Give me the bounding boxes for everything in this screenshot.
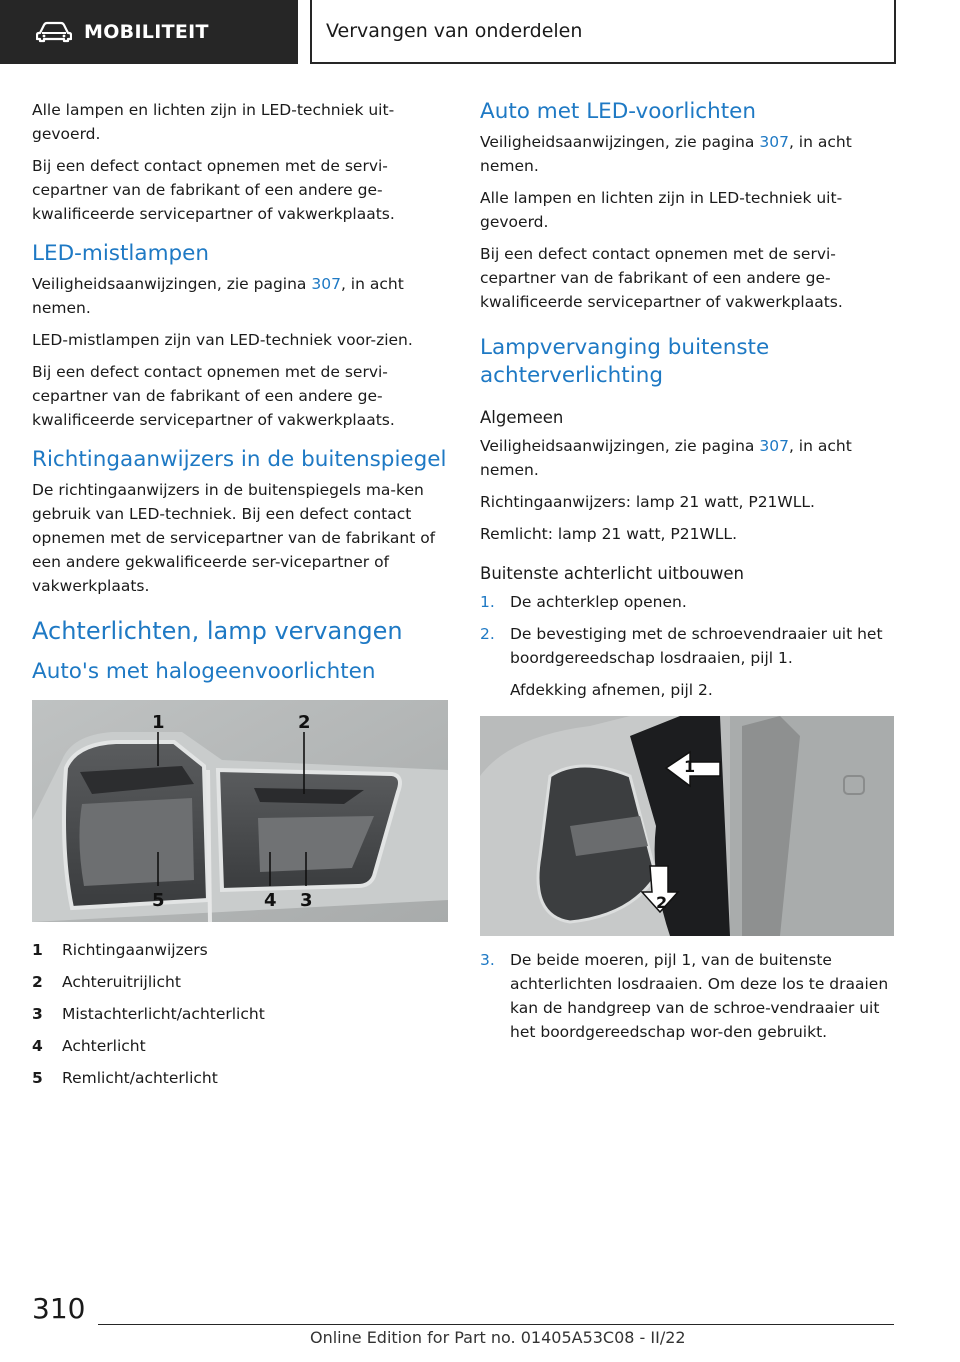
outer-heading: Lampvervanging buitenste achterverlichting — [480, 335, 770, 388]
trunk-figure — [480, 716, 894, 936]
callout-3: 3 — [300, 890, 313, 911]
chapter-title: Vervangen van onderdelen — [310, 0, 896, 64]
led-safety: Veiligheidsaanwijzingen, zie pagina 307, in acht nemen. — [480, 133, 852, 175]
mirror-heading: Richtingaanwijzers in de buitenspiegel — [32, 447, 447, 472]
rear-lights-heading: Achterlichten, lamp vervangen — [32, 617, 403, 645]
callout-4: 4 — [264, 890, 277, 911]
removal-steps — [480, 590, 898, 670]
page-link[interactable]: 307 — [759, 437, 789, 455]
legend-item: 1 Richtingaanwijzers — [32, 941, 208, 959]
step-item: 2. De bevestiging met de schroevendraaier uit het boordgereedschap losdraaien, pijl 1. — [480, 625, 883, 667]
legend-item: 5 Remlicht/achterlicht — [32, 1069, 218, 1087]
trunk-illustration — [480, 716, 894, 936]
edition-note: Online Edition for Part no. 01405A53C08 - II/22 — [310, 1328, 686, 1347]
section-label: MOBILITEIT — [84, 21, 209, 43]
mist-heading: LED-mistlampen — [32, 241, 210, 266]
car-icon — [36, 21, 72, 43]
left-column — [32, 98, 450, 1094]
mirror-paragraph: De richtingaanwijzers in de buitenspiegels ma-ken gebruik van LED-techniek. Bij een defect contact opnemen met de servicepartner van de fabrikant of een andere gekwalificeerde ser-vicepartner of vakwerkplaats. — [32, 481, 436, 595]
mist-paragraph-2: Bij een defect contact opnemen met de servi-cepartner van de fabrikant of een andere ge-kwalificeerde servicepartner of vakwerkplaats. — [32, 363, 395, 429]
removal-steps-continued — [480, 948, 898, 1044]
taillight-figure — [32, 700, 448, 922]
page-number: 310 — [32, 1292, 86, 1325]
callout-1: 1 — [684, 757, 696, 776]
mist-paragraph-1: LED-mistlampen zijn van LED-techniek voor-zien. — [32, 331, 413, 349]
indicator-bulb: Richtingaanwijzers: lamp 21 watt, P21WLL. — [480, 493, 815, 511]
mist-safety: Veiligheidsaanwijzingen, zie pagina 307, in acht nemen. — [32, 275, 404, 317]
callout-5: 5 — [152, 890, 165, 911]
led-paragraph-2: Bij een defect contact opnemen met de servi-cepartner van de fabrikant of een andere ge-kwalificeerde servicepartner of vakwerkplaats. — [480, 245, 843, 311]
intro-paragraph-1: Alle lampen en lichten zijn in LED-techniek uit-gevoerd. — [32, 101, 395, 143]
brake-bulb: Remlicht: lamp 21 watt, P21WLL. — [480, 525, 737, 543]
led-paragraph-1: Alle lampen en lichten zijn in LED-techniek uit-gevoerd. — [480, 189, 843, 231]
right-column — [480, 98, 898, 1052]
legend-item: 3 Mistachterlicht/achterlicht — [32, 1005, 265, 1023]
footer-divider — [98, 1324, 894, 1325]
step-2-note: Afdekking afnemen, pijl 2. — [510, 681, 713, 699]
step-item: 1. De achterklep openen. — [480, 593, 687, 611]
taillight-illustration — [32, 700, 448, 922]
callout-2: 2 — [298, 712, 311, 733]
legend-item: 4 Achterlicht — [32, 1037, 146, 1055]
intro-paragraph-2: Bij een defect contact opnemen met de servi-cepartner van de fabrikant of een andere ge-kwalificeerde servicepartner of vakwerkplaats. — [32, 157, 395, 223]
callout-1: 1 — [152, 712, 165, 733]
figure-legend — [32, 934, 450, 1094]
step-item: 3. De beide moeren, pijl 1, van de buitenste achterlichten losdraaien. Om deze los te draaien kan de handgreep van de schroe-vendraaier uit het boordgereedschap wor-den gebruikt. — [480, 951, 889, 1041]
page-link[interactable]: 307 — [759, 133, 789, 151]
general-heading: Algemeen — [480, 408, 564, 427]
led-heading: Auto met LED-voorlichten — [480, 99, 757, 124]
page-link[interactable]: 307 — [311, 275, 341, 293]
halogen-subheading: Auto's met halogeenvoorlichten — [32, 659, 376, 684]
removal-heading: Buitenste achterlicht uitbouwen — [480, 564, 744, 583]
legend-item: 2 Achteruitrijlicht — [32, 973, 181, 991]
callout-2: 2 — [656, 893, 668, 912]
outer-safety: Veiligheidsaanwijzingen, zie pagina 307, in acht nemen. — [480, 437, 852, 479]
section-tab — [0, 0, 298, 64]
